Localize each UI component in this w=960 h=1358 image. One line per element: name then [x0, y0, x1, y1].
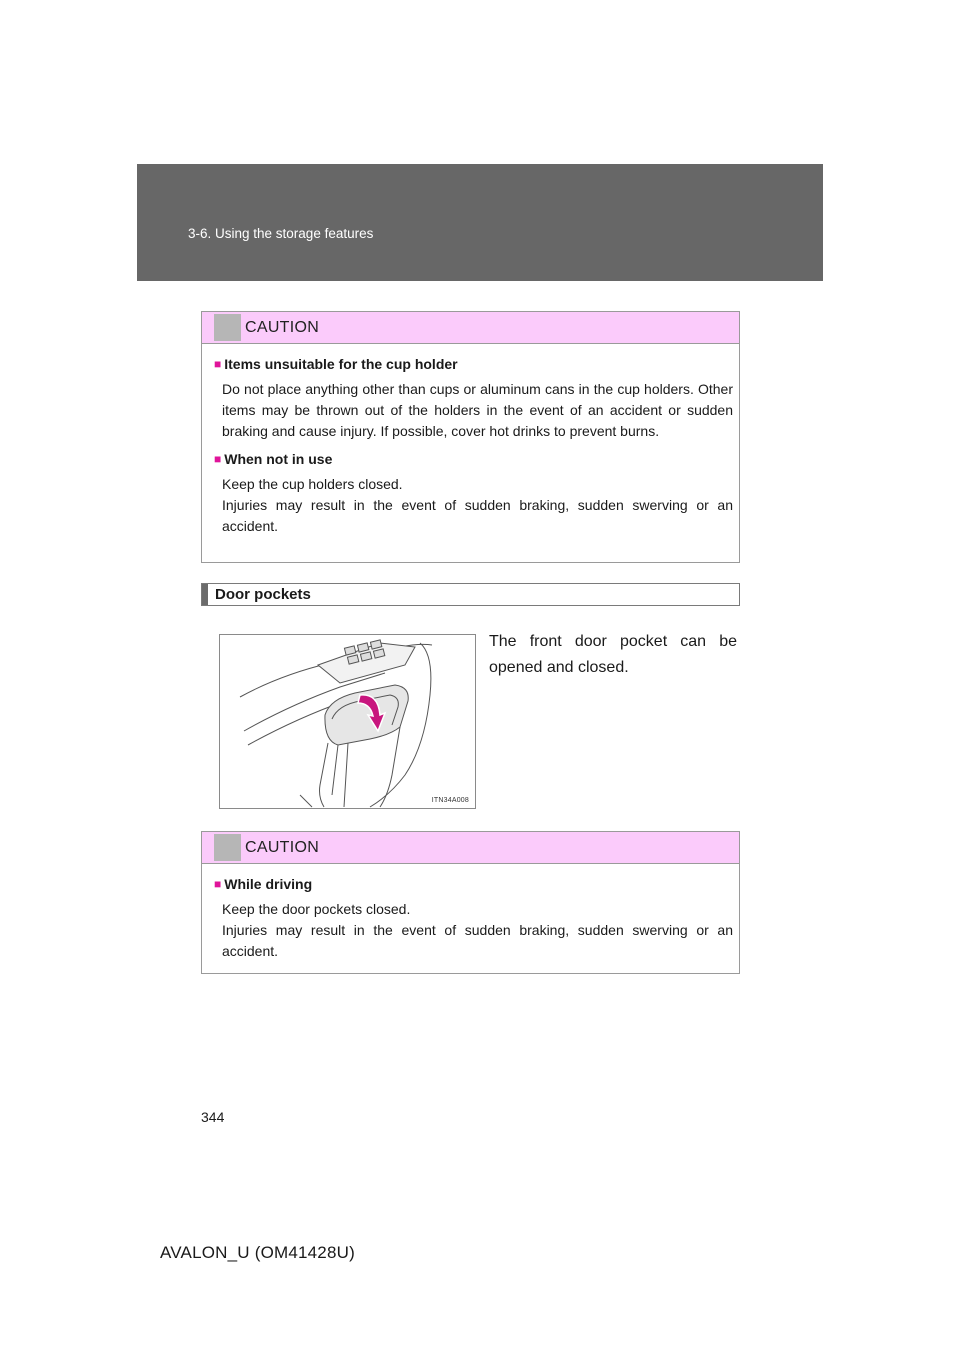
- door-pocket-illustration: [219, 634, 476, 809]
- caution-item-heading: ■ When not in use: [214, 451, 333, 467]
- caution-paragraph: Keep the door pockets closed.: [222, 901, 411, 917]
- figure-code: ITN34A008: [431, 797, 469, 804]
- footer-model-code: AVALON_U (OM41428U): [160, 1243, 355, 1262]
- caution-square-icon: [214, 314, 241, 341]
- caution-item-text: [214, 474, 733, 537]
- caution-title: CAUTION: [245, 839, 320, 856]
- square-bullet-icon: ■: [214, 877, 222, 891]
- caution-body: [202, 864, 739, 976]
- caution-paragraph: Injuries may result in the event of sudden braking, sudden swerving or an accident.: [222, 497, 733, 534]
- caution-body: [202, 344, 739, 551]
- heading-tab-marker: [202, 584, 208, 605]
- caution-paragraph: Do not place anything other than cups or aluminum cans in the cup holders. Other items may be thrown out of the holders in the event of an accident or sudden braking and cause injury. If possible, cover hot drinks to prevent burns.: [222, 381, 733, 439]
- section-label: 3-6. Using the storage features: [188, 226, 374, 241]
- caution-item-text: [214, 379, 733, 442]
- header-band: [137, 164, 823, 281]
- section-title: Door pockets: [215, 586, 311, 603]
- caution-paragraph: Keep the cup holders closed.: [222, 476, 403, 492]
- caution-title: CAUTION: [245, 319, 320, 336]
- door-pocket-description: The front door pocket can be opened and closed.: [489, 633, 737, 676]
- caution-box-cup-holder: [201, 311, 740, 563]
- square-bullet-icon: ■: [214, 452, 222, 466]
- caution-item-heading: ■ While driving: [214, 876, 313, 892]
- door-pocket-drawing: [220, 635, 475, 808]
- caution-box-door-pocket: [201, 831, 740, 974]
- caution-item-text: [214, 899, 733, 962]
- section-heading-door-pockets: [201, 583, 740, 606]
- caution-paragraph: Injuries may result in the event of sudden braking, sudden swerving or an accident.: [222, 922, 733, 959]
- caution-header: [202, 832, 739, 864]
- caution-header: [202, 312, 739, 344]
- caution-item-heading: ■ Items unsuitable for the cup holder: [214, 356, 458, 372]
- caution-square-icon: [214, 834, 241, 861]
- page-number: 344: [201, 1109, 225, 1125]
- square-bullet-icon: ■: [214, 357, 222, 371]
